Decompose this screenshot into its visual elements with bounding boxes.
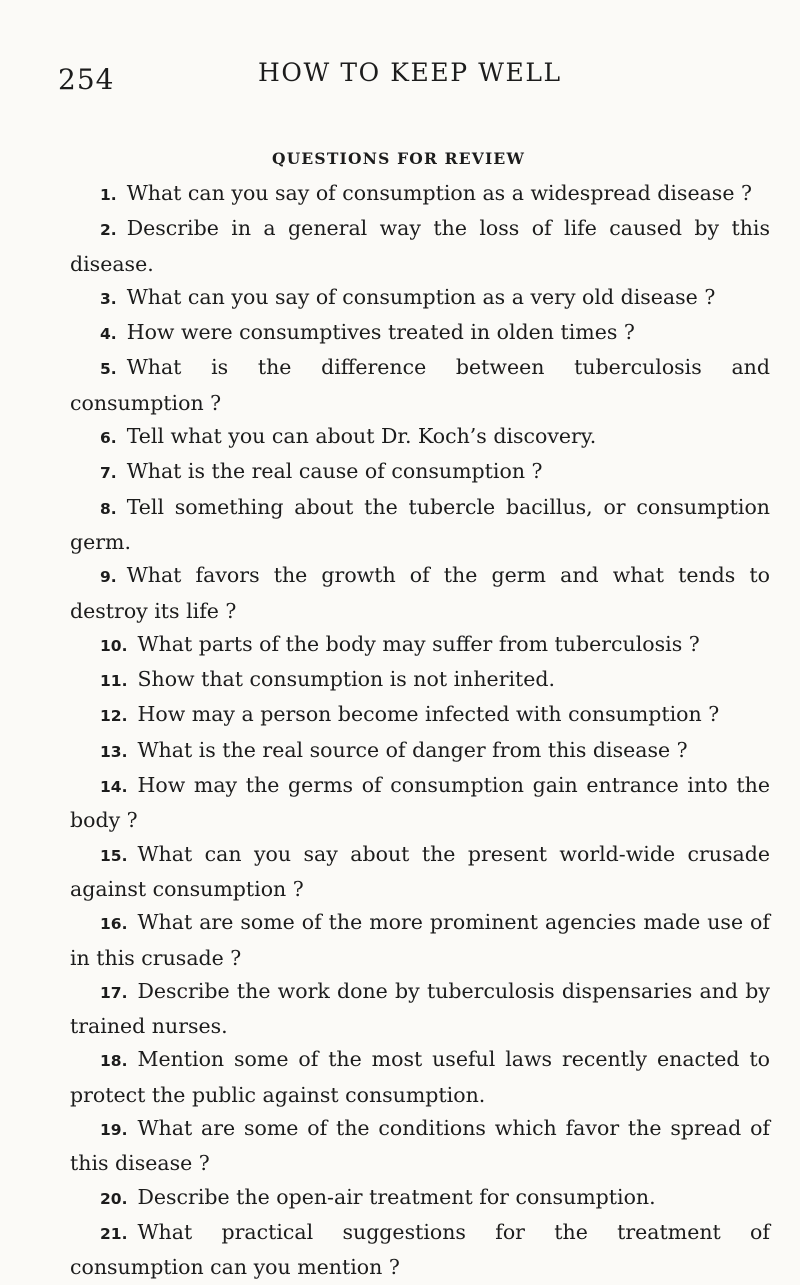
question-item <box>70 351 770 420</box>
question-number: 18. <box>100 1052 128 1071</box>
question-item <box>70 177 770 212</box>
section-title: QUESTIONS FOR REVIEW <box>272 149 526 168</box>
question-text: Describe in a general way the loss of life caused by this disease. <box>70 216 770 276</box>
question-text: What practical suggestions for the treatment of consumption can you mention ? <box>70 1219 770 1280</box>
question-number: 4. <box>100 325 117 344</box>
question-text: What favors the growth of the germ and what tends to destroy its life ? <box>70 563 770 623</box>
question-item <box>70 698 770 733</box>
question-text: Mention some of the most useful laws recently enacted to protect the public against consumption. <box>70 1047 770 1107</box>
question-item <box>70 1043 770 1112</box>
question-number: 13. <box>100 742 128 761</box>
question-item <box>70 975 770 1044</box>
question-item <box>70 559 770 628</box>
question-item <box>70 663 770 698</box>
question-item <box>70 1181 770 1216</box>
question-item <box>70 491 770 560</box>
question-number: 11. <box>100 672 128 691</box>
question-number: 21. <box>100 1224 128 1243</box>
question-text: How may the germs of consumption gain entrance into the body ? <box>70 773 770 833</box>
question-text: What are some of the conditions which favor the spread of this disease ? <box>70 1116 770 1176</box>
question-number: 9. <box>100 568 117 587</box>
running-head: HOW TO KEEP WELL <box>258 58 562 87</box>
question-text: What is the difference between tuberculosis and consumption ? <box>70 355 770 415</box>
question-number: 15. <box>100 846 128 865</box>
question-item <box>70 281 770 316</box>
question-text: Describe the open-air treatment for consumption. <box>137 1184 656 1209</box>
question-number: 6. <box>100 429 117 448</box>
question-item <box>70 1216 770 1285</box>
question-item <box>70 212 770 281</box>
question-item <box>70 769 770 838</box>
question-item <box>70 455 770 490</box>
questions-list <box>70 177 770 1285</box>
question-item <box>70 628 770 663</box>
question-number: 3. <box>100 289 117 308</box>
question-number: 16. <box>100 915 128 934</box>
question-text: Tell what you can about Dr. Koch’s discovery. <box>126 424 597 449</box>
question-item <box>70 906 770 975</box>
question-text: What can you say of consumption as a widespread disease ? <box>126 181 752 205</box>
question-text: Tell something about the tubercle bacillus, or consumption germ. <box>70 494 770 554</box>
question-text: Show that consumption is not inherited. <box>137 667 556 692</box>
question-item <box>70 420 770 455</box>
question-number: 17. <box>100 983 128 1002</box>
page-number: 254 <box>58 63 115 96</box>
question-item <box>70 1112 770 1181</box>
question-text: What is the real source of danger from this disease ? <box>137 737 688 762</box>
question-number: 7. <box>100 464 117 483</box>
question-text: Describe the work done by tuberculosis dispensaries and by trained nurses. <box>70 978 770 1039</box>
question-text: What can you say about the present world-wide crusade against consumption ? <box>70 841 770 901</box>
question-text: What are some of the more prominent agencies made use of in this crusade ? <box>70 910 770 970</box>
question-number: 8. <box>100 499 117 518</box>
question-text: How were consumptives treated in olden times ? <box>126 320 635 345</box>
question-item <box>70 734 770 769</box>
question-item <box>70 316 770 351</box>
question-number: 12. <box>100 707 128 726</box>
question-item <box>70 838 770 907</box>
question-number: 5. <box>100 360 117 379</box>
question-number: 20. <box>100 1189 128 1208</box>
question-number: 1. <box>100 186 117 204</box>
question-text: What can you say of consumption as a very old disease ? <box>126 284 716 309</box>
question-number: 10. <box>100 636 128 655</box>
question-text: What parts of the body may suffer from tuberculosis ? <box>137 631 700 656</box>
question-number: 14. <box>100 778 128 797</box>
question-number: 19. <box>100 1121 128 1140</box>
question-number: 2. <box>100 221 117 240</box>
question-text: What is the real cause of consumption ? <box>126 459 543 484</box>
question-text: How may a person become infected with consumption ? <box>137 702 720 727</box>
